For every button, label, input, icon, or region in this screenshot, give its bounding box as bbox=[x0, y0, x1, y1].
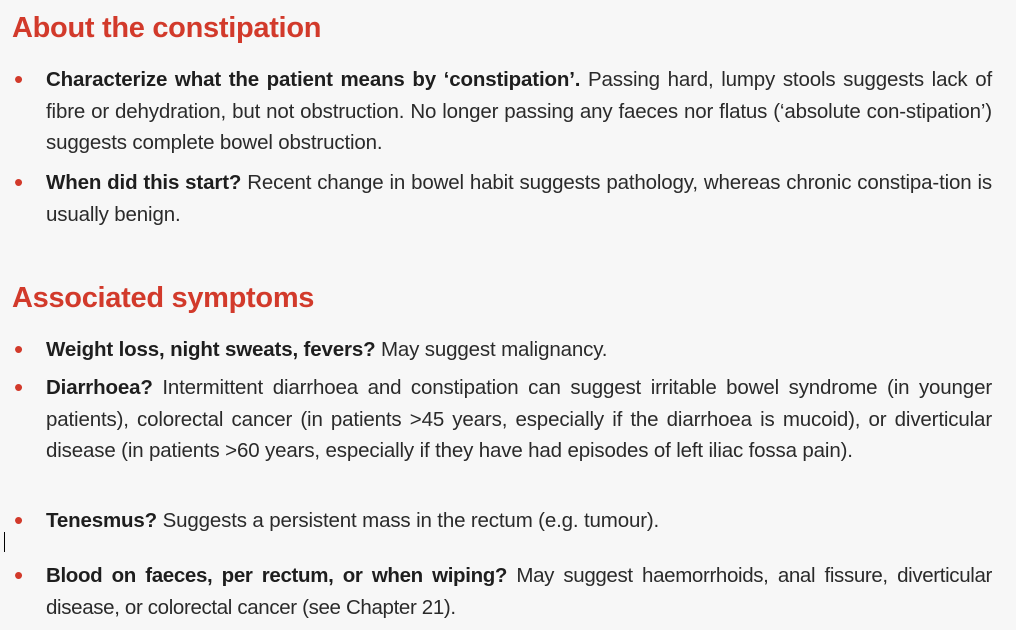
list-item-text bbox=[46, 560, 992, 623]
list-item-tenesmus bbox=[14, 505, 992, 537]
list-item-onset bbox=[14, 167, 992, 230]
list-item-text bbox=[46, 334, 992, 366]
list-item-lead: Diarrhoea? bbox=[46, 376, 153, 399]
bullet-icon: • bbox=[14, 505, 24, 535]
list-item-body: Recent change in bowel habit suggests pathology, whereas chronic constipa-tion is usually benign. bbox=[46, 171, 992, 226]
list-item-characterize bbox=[14, 64, 992, 159]
bullet-icon: • bbox=[14, 372, 24, 402]
list-item-lead: Weight loss, night sweats, fevers? bbox=[46, 338, 376, 361]
list-item-diarrhoea bbox=[14, 372, 992, 467]
list-item-text bbox=[46, 167, 992, 230]
bullet-icon: • bbox=[14, 64, 24, 94]
list-item-text bbox=[46, 372, 992, 467]
list-item-body: Passing hard, lumpy stools suggests lack of fibre or dehydration, but not obstruction. No longer passing any faeces nor flatus (‘absolute con-stipation’) suggests complete bowel obstruction. bbox=[46, 68, 992, 154]
text-cursor bbox=[4, 532, 5, 552]
list-item-lead: When did this start? bbox=[46, 171, 242, 194]
list-item-lead: Characterize what the patient means by ‘constipation’. bbox=[46, 68, 581, 91]
list-item-body: May suggest malignancy. bbox=[375, 338, 608, 361]
list-item-body: Intermittent diarrhoea and constipation can suggest irritable bowel syndrome (in younger patients), colorectal cancer (in patients >45 years, especially if the diarrhoea is mucoid), or diverticular disease (in patients >60 years, especially if they have had episodes of left iliac fossa pain). bbox=[46, 376, 992, 462]
list-item-weight-loss bbox=[14, 334, 992, 366]
list-item-text bbox=[46, 505, 992, 537]
list-item-body: Suggests a persistent mass in the rectum (e.g. tumour). bbox=[157, 509, 660, 532]
bullet-icon: • bbox=[14, 334, 24, 364]
section-heading-about-constipation: About the constipation bbox=[12, 12, 322, 44]
bullet-icon: • bbox=[14, 560, 24, 590]
list-item-blood bbox=[14, 560, 992, 623]
bullet-icon: • bbox=[14, 167, 24, 197]
list-item-text bbox=[46, 64, 992, 159]
list-item-lead: Tenesmus? bbox=[46, 509, 158, 532]
list-item-lead: Blood on faeces, per rectum, or when wiping? bbox=[46, 564, 508, 587]
list-item-body: May suggest haemorrhoids, anal fissure, diverticular disease, or colorectal cancer (see Chapter 21). bbox=[46, 564, 992, 619]
section-heading-associated-symptoms: Associated symptoms bbox=[12, 282, 315, 314]
